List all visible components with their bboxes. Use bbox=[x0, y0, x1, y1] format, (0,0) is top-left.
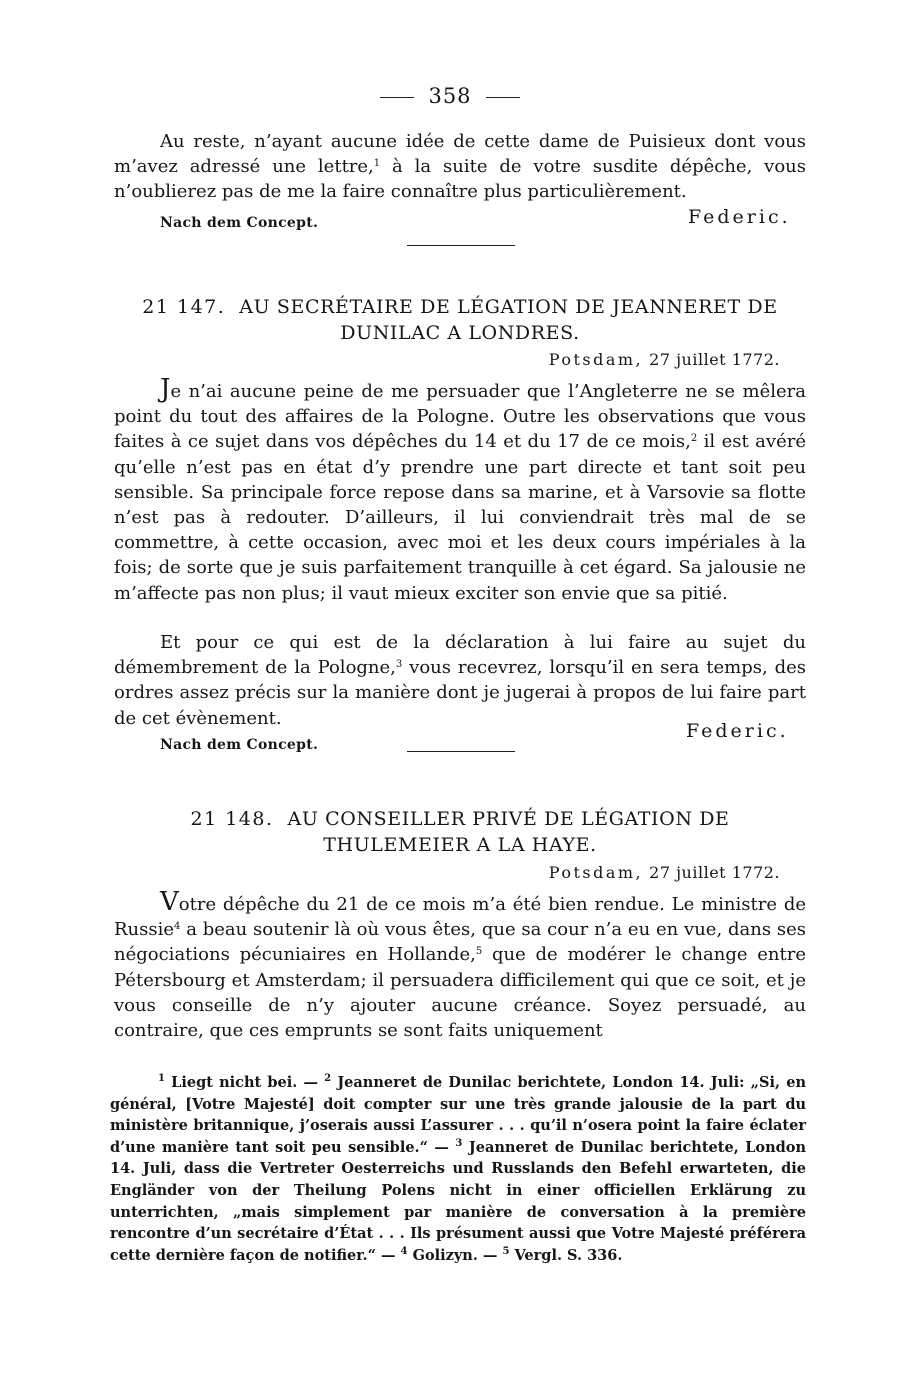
signature: Federic. bbox=[686, 720, 789, 742]
section-separator bbox=[407, 245, 515, 246]
top-paragraph-text-cont: à la suite de votre susdite dépêche, vous n’oublierez pas de me la faire connaître plus particulièrement. bbox=[114, 156, 807, 203]
dateline-date: 27 juillet 1772. bbox=[649, 350, 780, 369]
footnote-ref: 4 bbox=[174, 921, 181, 933]
page-number-line bbox=[0, 84, 900, 108]
footnote-ref: 5 bbox=[475, 946, 483, 958]
dateline bbox=[549, 863, 780, 882]
signature: Federic. bbox=[688, 206, 791, 228]
footnote-ref: 3 bbox=[395, 659, 403, 671]
footnotes bbox=[110, 1072, 806, 1266]
footnote bbox=[110, 1074, 324, 1091]
footnote-text: Golizyn. — bbox=[412, 1246, 503, 1264]
footnote-text: Jeanneret de Dunilac berichtete, London 14. Juli: „Si, en général, [Votre Majesté] doit compter sur une très grande jalousie de la part du ministère britannique, j’oserais aussi L’assurer . . . qu’il n’osera point la faire éclater d’une manière tant soit peu sensible.“ — bbox=[110, 1074, 806, 1156]
dateline-place: Potsdam, bbox=[548, 863, 644, 882]
paragraph-text-cont: que de modérer le change entre Pétersbourg et Amsterdam; il persuadera difficilement qui que ce soit, et je vous conseille de n’y ajouter aucune créance. Soyez persuadé, au contraire, que ces emprunts se sont faits uniquement bbox=[114, 944, 806, 1042]
footnote-number: 3 bbox=[455, 1137, 463, 1149]
letter-number: 21 147. bbox=[142, 296, 226, 318]
dateline-date: 27 juillet 1772. bbox=[649, 863, 780, 882]
footnote-ref: 1 bbox=[373, 158, 381, 170]
letter-heading bbox=[114, 294, 806, 346]
letter-heading-text: AU SECRÉTAIRE DE LÉGATION DE JEANNERET DE DUNILAC A LONDRES. bbox=[239, 296, 778, 344]
letter-number: 21 148. bbox=[190, 808, 274, 830]
footnote-text: Jeanneret de Dunilac berichtete, London 14. Juli, dass die Vertreter Oesterreichs und Russlands den Befehl erwarteten, die Engländer von der Theilung Polens nicht in einer officiellen Erklärung zu unterrichten, „mais simplement par manière de conversation à la première rencontre d’un secrétaire d’État . . . Ils présument aussi que Votre Majesté préférera cette dernière façon de notifier.“ — bbox=[110, 1138, 806, 1264]
dateline-place: Potsdam, bbox=[548, 350, 644, 369]
letter-heading-text: AU CONSEILLER PRIVÉ DE LÉGATION DE THULEMEIER A LA HAYE. bbox=[287, 808, 730, 856]
footnote-ref: 2 bbox=[690, 433, 698, 445]
dateline bbox=[549, 350, 780, 369]
top-paragraph bbox=[114, 129, 806, 205]
footnote-text: Vergl. S. 336. bbox=[514, 1246, 623, 1264]
page-number: 358 bbox=[428, 84, 472, 108]
footnote-number: 1 bbox=[158, 1073, 165, 1084]
letter-heading bbox=[114, 806, 806, 858]
footnote-number: 5 bbox=[502, 1245, 510, 1257]
source-note: Nach dem Concept. bbox=[160, 215, 319, 231]
footnote bbox=[401, 1247, 503, 1264]
paragraph-text-cont: a beau soutenir là où vous êtes, que sa cour n’a eu en vue, dans ses négociations pécuniaires en Hollande, bbox=[114, 919, 806, 966]
footnote bbox=[502, 1247, 622, 1264]
section-separator bbox=[407, 751, 515, 752]
paragraph-text: Et pour ce qui est de la déclaration à lui faire au sujet du démembrement de la Pologne, bbox=[114, 632, 806, 679]
initial-letter: V bbox=[160, 887, 179, 917]
page-number-rule-right bbox=[486, 97, 520, 98]
letter-paragraph bbox=[114, 374, 806, 606]
footnote-text: Liegt nicht bei. — bbox=[171, 1074, 325, 1091]
footnote bbox=[110, 1139, 806, 1264]
initial-letter: J bbox=[160, 374, 171, 404]
page-number-rule-left bbox=[380, 97, 414, 98]
source-note: Nach dem Concept. bbox=[160, 737, 319, 753]
paragraph-text-cont: vous recevrez, lorsqu’il en sera temps, des ordres assez précis sur la manière dont je jugerai à propos de lui faire part de cet évènement. bbox=[114, 657, 806, 729]
letter-paragraph bbox=[114, 630, 806, 731]
footnote-number: 4 bbox=[400, 1245, 408, 1257]
footnote-number: 2 bbox=[324, 1073, 332, 1084]
paragraph-text-cont: il est avéré qu’elle n’est pas en état d’y prendre une part directe et tant soit peu sensible. Sa principale force repose dans sa marine, et à Varsovie sa flotte n’est pas à redouter. D’ailleurs, il lui conviendrait très mal de se commettre, à cette occasion, avec moi et les deux cours impériales à la fois; de sorte que je suis parfaitement tranquille à cet égard. Sa jalousie ne m’affecte pas non plus; il vaut mieux exciter son envie que sa pitié. bbox=[114, 431, 806, 604]
paragraph-text: e n’ai aucune peine de me persuader que l’Angleterre ne se mêlera point du tout des affaires de la Pologne. Outre les observations que vous faites à ce sujet dans vos dépêches du 14 et du 17 de ce mois, bbox=[114, 381, 806, 453]
paragraph-text: otre dépêche du 21 de ce mois m’a été bien rendue. Le ministre de Russie bbox=[114, 894, 806, 941]
letter-paragraph bbox=[114, 887, 806, 1043]
top-paragraph-text: Au reste, n’ayant aucune idée de cette dame de Puisieux dont vous m’avez adressé une lettre, bbox=[114, 131, 806, 178]
